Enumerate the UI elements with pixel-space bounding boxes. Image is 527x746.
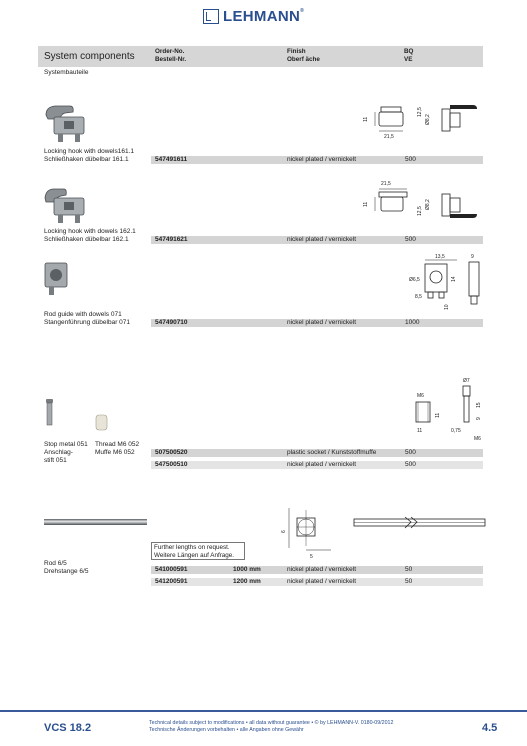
rod-row-2-bq: 50 bbox=[405, 578, 413, 585]
product-3-name-de: Stangenführung dübelbar 071 bbox=[44, 319, 131, 326]
p3-dim-d: 14 bbox=[451, 276, 457, 282]
rod-guide-drawing bbox=[395, 252, 490, 314]
p2-dim-b: 11 bbox=[363, 201, 369, 207]
footer-divider bbox=[0, 710, 527, 712]
bq-col-header bbox=[404, 48, 413, 63]
p1-dim-c: 12,5 bbox=[417, 107, 423, 117]
footer-disclaimer-en: Technical details subject to modifications • all data without guarantee • © by LEHMANN-V. 0180-09/2012 bbox=[149, 720, 394, 726]
stop-row-2-finish: nickel plated / vernickelt bbox=[287, 461, 357, 468]
page-number: 4.5 bbox=[482, 722, 498, 734]
p3-dim-f: 10 bbox=[444, 304, 450, 310]
thread-name-de: Muffe M6 052 bbox=[95, 449, 135, 456]
p3-dim-c: Ø6,5 bbox=[409, 277, 420, 283]
locking-hook-162-drawing bbox=[355, 176, 490, 228]
p2-dim-c: 12,5 bbox=[417, 206, 423, 216]
p3-dim-a: 13,5 bbox=[435, 254, 445, 260]
stop-dim-f: 9 bbox=[476, 417, 482, 420]
rod-side-drawing bbox=[353, 516, 487, 530]
thread-socket-photo bbox=[94, 413, 110, 433]
thread-name bbox=[95, 441, 139, 457]
stop-dim-d: Ø7 bbox=[463, 378, 470, 384]
stop-metal-name-de1: Anschlag- bbox=[44, 449, 73, 456]
p1-dim-a: 11 bbox=[363, 116, 369, 122]
p2-dim-a: 21,5 bbox=[381, 181, 391, 187]
product-3-finish: nickel plated / vernickelt bbox=[287, 319, 357, 326]
brand-logo bbox=[203, 7, 304, 25]
stop-row-1-order-no: 507500520 bbox=[155, 449, 188, 456]
product-2-name-de: Schließhaken dübelbar 162.1 bbox=[44, 236, 129, 243]
product-2-finish: nickel plated / vernickelt bbox=[287, 236, 357, 243]
rod-name bbox=[44, 560, 88, 576]
product-2-order-no: 547491621 bbox=[155, 236, 188, 243]
rod-dim-a: 6 bbox=[281, 530, 287, 533]
thread-name-en: Thread M6 052 bbox=[95, 441, 140, 448]
finish-col-en: Finish bbox=[287, 48, 306, 55]
stop-metal-photo bbox=[42, 397, 58, 429]
locking-hook-161-photo bbox=[42, 101, 92, 147]
rod-name-de: Drehstange 6/5 bbox=[44, 568, 89, 575]
stop-metal-name-de2: stift 051 bbox=[44, 457, 67, 464]
stop-row-2-bq: 500 bbox=[405, 461, 416, 468]
product-1-name-en: Locking hook with dowels161.1 bbox=[44, 148, 134, 155]
stop-thread-drawing bbox=[408, 374, 488, 444]
lengths-note-en: Further lengths on request. bbox=[154, 544, 230, 551]
product-1-finish: nickel plated / vernickelt bbox=[287, 156, 357, 163]
footer-disclaimer bbox=[149, 720, 393, 734]
brand-mark-icon bbox=[203, 9, 219, 24]
stop-metal-name bbox=[44, 441, 88, 465]
stop-dim-b: 11 bbox=[435, 412, 441, 418]
brand-reg: ® bbox=[300, 7, 305, 14]
bq-col-de: VE bbox=[404, 55, 413, 63]
rod-name-en: Rod 6/5 bbox=[44, 560, 67, 567]
stop-row-1-bq: 500 bbox=[405, 449, 416, 456]
product-1-name-de: Schließhaken dübelbar 161.1 bbox=[44, 156, 129, 163]
lengths-note bbox=[151, 542, 245, 560]
rod-row-1-finish: nickel plated / vernickelt bbox=[287, 566, 357, 573]
rod-row-1-order-no: 541000591 bbox=[155, 566, 188, 573]
product-3-name-en: Rod guide with dowels 071 bbox=[44, 311, 122, 318]
footer-disclaimer-de: Technische Änderungen vorbehalten • alle Angaben ohne Gewähr bbox=[149, 727, 304, 733]
product-3-bq: 1000 bbox=[405, 319, 420, 326]
p3-dim-e: 8,5 bbox=[415, 294, 422, 300]
stop-metal-name-en: Stop metal 051 bbox=[44, 441, 88, 448]
stop-dim-h: M6 bbox=[474, 436, 481, 442]
stop-dim-a: M6 bbox=[417, 393, 424, 399]
product-2-bq: 500 bbox=[405, 236, 416, 243]
stop-dim-e: 15 bbox=[476, 402, 482, 408]
rod-guide-photo bbox=[42, 260, 72, 300]
brand-name: LEHMANN bbox=[223, 7, 301, 25]
rod-row-1-bq: 50 bbox=[405, 566, 413, 573]
catalog-name: VCS 18.2 bbox=[44, 722, 92, 734]
finish-col-header bbox=[287, 48, 320, 63]
p1-dim-d: Ø8,2 bbox=[425, 114, 431, 125]
p1-dim-b: 21,5 bbox=[384, 134, 394, 140]
locking-hook-162-photo bbox=[42, 186, 92, 228]
rod-row-2-length: 1200 mm bbox=[233, 578, 261, 585]
rod-photo bbox=[44, 515, 148, 529]
locking-hook-161-drawing bbox=[355, 95, 490, 143]
rod-dim-b: 5 bbox=[310, 554, 313, 560]
lengths-note-de: Weitere Längen auf Anfrage. bbox=[154, 551, 235, 559]
stop-dim-g: 0,75 bbox=[451, 428, 461, 434]
stop-row-1-finish: plastic socket / Kunststoffmuffe bbox=[287, 449, 377, 456]
rod-row-1-length: 1000 mm bbox=[233, 566, 261, 573]
order-col-de: Bestell-Nr. bbox=[155, 55, 187, 63]
product-3-order-no: 547490710 bbox=[155, 319, 188, 326]
rod-row-2-order-no: 541200591 bbox=[155, 578, 188, 585]
product-3-name bbox=[44, 311, 130, 327]
product-1-name bbox=[44, 148, 134, 164]
section-title: System components bbox=[44, 51, 135, 62]
rod-section-drawing bbox=[275, 500, 337, 562]
product-2-name bbox=[44, 228, 136, 244]
finish-col-de: Oberf äche bbox=[287, 55, 320, 63]
bq-col-en: BQ bbox=[404, 48, 414, 55]
product-2-name-en: Locking hook with dowels 162.1 bbox=[44, 228, 136, 235]
section-subtitle: Systembauteile bbox=[44, 69, 89, 76]
product-1-order-no: 547491611 bbox=[155, 156, 188, 163]
p2-dim-d: Ø8,2 bbox=[425, 199, 431, 210]
product-1-bq: 500 bbox=[405, 156, 416, 163]
order-col-en: Order-No. bbox=[155, 48, 185, 55]
stop-dim-c: 11 bbox=[417, 428, 423, 434]
rod-row-2-finish: nickel plated / vernickelt bbox=[287, 578, 357, 585]
p3-dim-b: 9 bbox=[471, 254, 474, 260]
stop-row-2-order-no: 547500510 bbox=[155, 461, 188, 468]
order-col-header bbox=[155, 48, 186, 63]
